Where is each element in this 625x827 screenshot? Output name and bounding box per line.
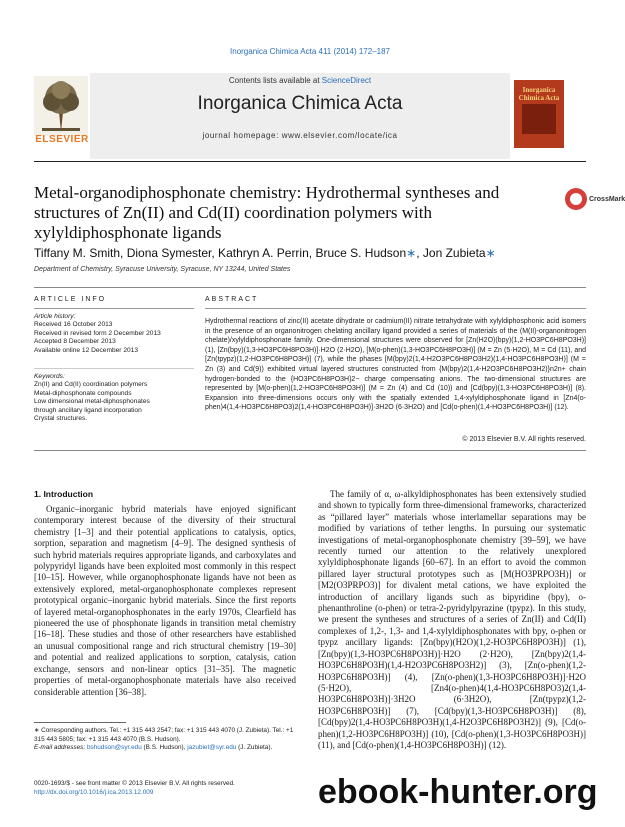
contents-line — [90, 76, 510, 85]
article-title: Metal-organodiphosphonate chemistry: Hydrothermal syntheses and structures of Zn(II) and Cd(II) coordination polymers with xylyldiphosphonate ligands — [34, 183, 500, 242]
watermark-text: ebook-hunter.org — [318, 773, 598, 811]
body-paragraph: The family of α, ω-alkyldiphosphonates has been extensively studied and shown to typically form three-dimensional frameworks, characterized as “pillared layer” materials whose interlamellar separations may be modified by variations of tether lengths. In pursuing our systematic investigations of metal-organophosphonate chemistry [39–59], we have recently turned our attention to the relatively unexplored xylyldiphosphonate ligands [60–67]. In an effort to avoid the common pillared layer structural prototypes such as [M(HO3PRPO3H)] or [M2(O3PRPO3)] for divalent metal cations, we have exploited the introduction of ancillary ligands such as bipyridine (bpy), o-phenanthroline (o-phen) or tetra-2-pyridylpyrazine (tpypz). In this study, we present the syntheses and structures of a series of Zn(II) and Cd(II) complexes of 1,2-, 1,3- and 1,4-xylyldiphosphonates with bpy, o-phen or tpypz ancillary ligands: [Zn(bpy)(H2O)(1,2-HO3PC6H8PO3H)] (1), [Zn(bpy)(1,3-HO3PC6H8PO3H)]·H2O (2·H2O), [Zn(bpy)2(1,4-HO3PC6H8PO3H)(1,4-H2O3PC6H8PO3H2)] (3), [Zn(o-phen)(1,2-HO3PC6H8PO3H)] (4), [Zn(o-phen)(1,3-HO3PC6H8PO3H)]·H2O (5·H2O), [Zn4(o-phen)4(1,4-HO3PC6H8PO3)2(1,4-HO3PC6H8PO3H)]·3H2O (6·3H2O), [Zn(tpypz)(1,2-HO3PC6H8PO3H)] (7), [Cd(bpy)(1,3-HO3PC6H8PO3H)] (8), [Cd(bpy)2(1,4-HO3PC6H8PO3H)(1,4-H2O3PC6H8PO3H2)] (9), [Cd(o-phen)(1,2-HO3PC6H8PO3H)] (10), [Cd(o-phen)(1,3-HO3PC6H8PO3H)] (11), and [Cd(o-phen)(1,4-HO3PC6H8PO3H)] (12). — [318, 489, 586, 750]
history-revised: Received in revised form 2 December 2013 — [34, 329, 161, 337]
abstract-bottom-rule — [34, 450, 586, 451]
history-label: Article history: — [34, 313, 76, 320]
issn-doi — [34, 780, 334, 797]
keywords-label: Keywords: — [34, 373, 65, 380]
email-hudson-owner: (B.S. Hudson), — [143, 744, 186, 752]
journal-cover-image — [514, 80, 564, 148]
contents-prefix: Contents lists available at — [228, 76, 322, 85]
keywords — [34, 373, 194, 423]
body-right-column — [318, 489, 586, 751]
publisher-wordmark: ELSEVIER — [35, 134, 89, 145]
keyword-item: through ancillary ligand incorporation — [34, 406, 142, 414]
journal-homepage[interactable]: journal homepage: www.elsevier.com/locate/ica — [202, 131, 398, 140]
doi-link[interactable]: http://dx.doi.org/10.1016/j.ica.2013.12.009 — [34, 788, 154, 796]
article-info-heading: ARTICLE INFO — [34, 296, 107, 303]
header-rule — [34, 161, 586, 162]
abstract-text: Hydrothermal reactions of zinc(II) acetate dihydrate or cadmium(II) nitrate tetrahydrate with xylyldiphosphonic acid isomers in the presence of an organonitrogen chelating ancillary ligand provided a series of materials of the (M(II)-organonitrogen chelate)/xylyldiphosphonate family. One-dimensional structures were observed for [Zn(H2O)(bpy)(1,2-HO3PC6H8PO3H)] (1), [Zn(bpy)(1,3-HO3PC6H8PO3H)]·H2O (2·H2O), [M(o-phen)(1,3-HO3PC6H8PO3H)] (M = Zn (5·H2O), M = Cd (11), and [Zn(tpypz)(1,2-HO3PC6H8PO3H)] (7), while the phases [M(bpy)2(1,4-H2O3PC6H8PO3H2)(1,4-HO3PC6H8PO3H)] (M = Zn (3) and Cd(9)) exhibited virtual layered structures constructed from {M(bpy)2(1,4-H2O3PC6H8PO3H2)}n2n+ chain hydrogen-bonded to the {HO3PC6H8PO3H}2− charge compensating anions. The two-dimensional structures are represented by [M(o-phen)(1,2-HO3PC6H8PO3H)] (M = Zn (4) and Cd (10)) and [Cd(bpy)(1,3-HO3PC6H8PO3H)] (8). Expansion into three-dimensions occurs only with the spatially extended 1,4-xylyldiphosphonate ligand in [Zn4(o-phen)4(1,4-HO3PC6H8PO3)2(1,4-HO3PC6H8PO3H)]·3H2O (6·3H2O) and [Cd(o-phen)(1,4-HO3PC6H8PO3H)] (12). — [205, 318, 586, 412]
body-paragraph: Organic–inorganic hybrid materials have enjoyed significant contemporary interest because of the diversity of their structural chemistry [1–3] and their potential applications to catalysis, optics, sorption, separation and magnetism [4–9]. The designed synthesis of such hybrid materials requires appropriate ligands, and carboxylates and polypyridyl ligands have been exploited most commonly in this respect [10–15]. However, while organophosphonate ligands have not been as extensively explored, metal-organophosphonate complexes represent prototypical organic–inorganic hybrid materials. Since the first reports of layered metal-organophosphonates in the early 1970s, Clearfield has pioneered the use of phosphonate ligands in transition metal chemistry [16–18]. These studies and those of other researchers have established an unusual compositional range and rich structural chemistry [19–30] and potential and realized applications to sorption, catalysis, cation exchange, sensors and non-linear optics [31–35]. The magnetic properties of metal-organophosphonate materials have also received considerable attention [36–38]. — [34, 504, 296, 697]
article-info-rule — [34, 308, 194, 309]
journal-header-panel — [90, 73, 510, 159]
abstract-rule — [205, 308, 586, 309]
journal-title: Inorganica Chimica Acta — [197, 93, 403, 114]
corresponding-authors: ∗ Corresponding authors. Tel.: +1 315 443 2547; fax: +1 315 443 4070 (J. Zubieta). Tel.: +1 315 443 5805; fax: +1 315 443 4070 (B.S. Hudson). — [34, 727, 294, 743]
footnote-rule — [34, 722, 126, 723]
email-hudson[interactable]: bshudson@syr.edu — [86, 744, 142, 752]
section-title-introduction: 1. Introduction — [34, 489, 94, 499]
history-received: Received 16 October 2013 — [34, 321, 113, 329]
keywords-rule — [34, 368, 194, 369]
crossmark-icon[interactable] — [565, 188, 587, 210]
author-last: Jon Zubieta — [422, 246, 486, 260]
corresponding-star-2[interactable]: ∗ — [485, 246, 496, 260]
authors-main: Tiffany M. Smith, Diona Symester, Kathryn A. Perrin, Bruce S. Hudson — [34, 246, 407, 260]
cover-title: Inorganica Chimica Acta — [518, 86, 560, 102]
corresponding-star[interactable]: ∗ — [406, 246, 417, 260]
keyword-item: Zn(II) and Cd(II) coordination polymers — [34, 381, 148, 389]
email-zubieta[interactable]: jazubiet@syr.edu — [187, 744, 237, 752]
email-line — [34, 744, 296, 753]
keyword-item: Crystal structures. — [34, 415, 88, 423]
keyword-item: Metal-diphosphonate compounds — [34, 389, 132, 397]
history-accepted: Accepted 8 December 2013 — [34, 338, 116, 346]
keyword-item: Low dimensional metal-diphosphonates — [34, 398, 150, 406]
article-history — [34, 313, 194, 355]
email-label: E-mail addresses: — [34, 744, 86, 752]
info-rule — [34, 287, 586, 288]
corresponding-footnote — [34, 727, 296, 753]
cover-artwork — [522, 104, 556, 134]
author-list: Tiffany M. Smith, Diona Symester, Kathryn A. Perrin, Bruce S. Hudson∗, Jon Zubieta∗ — [34, 246, 496, 260]
journal-citation[interactable]: Inorganica Chimica Acta 411 (2014) 172–187 — [230, 47, 390, 56]
abstract-heading: ABSTRACT — [205, 296, 259, 303]
email-zubieta-owner: (J. Zubieta). — [238, 744, 273, 752]
affiliation: Department of Chemistry, Syracuse University, Syracuse, NY 13244, United States — [34, 266, 291, 273]
sciencedirect-link[interactable]: ScienceDirect — [321, 76, 372, 85]
crossmark-label[interactable]: CrossMark — [589, 196, 625, 203]
body-left-column — [34, 504, 296, 698]
copyright: © 2013 Elsevier B.V. All rights reserved. — [462, 436, 586, 443]
history-online: Available online 12 December 2013 — [34, 346, 138, 354]
issn-line: 0020-1693/$ - see front matter © 2013 Elsevier B.V. All rights reserved. — [34, 780, 235, 787]
